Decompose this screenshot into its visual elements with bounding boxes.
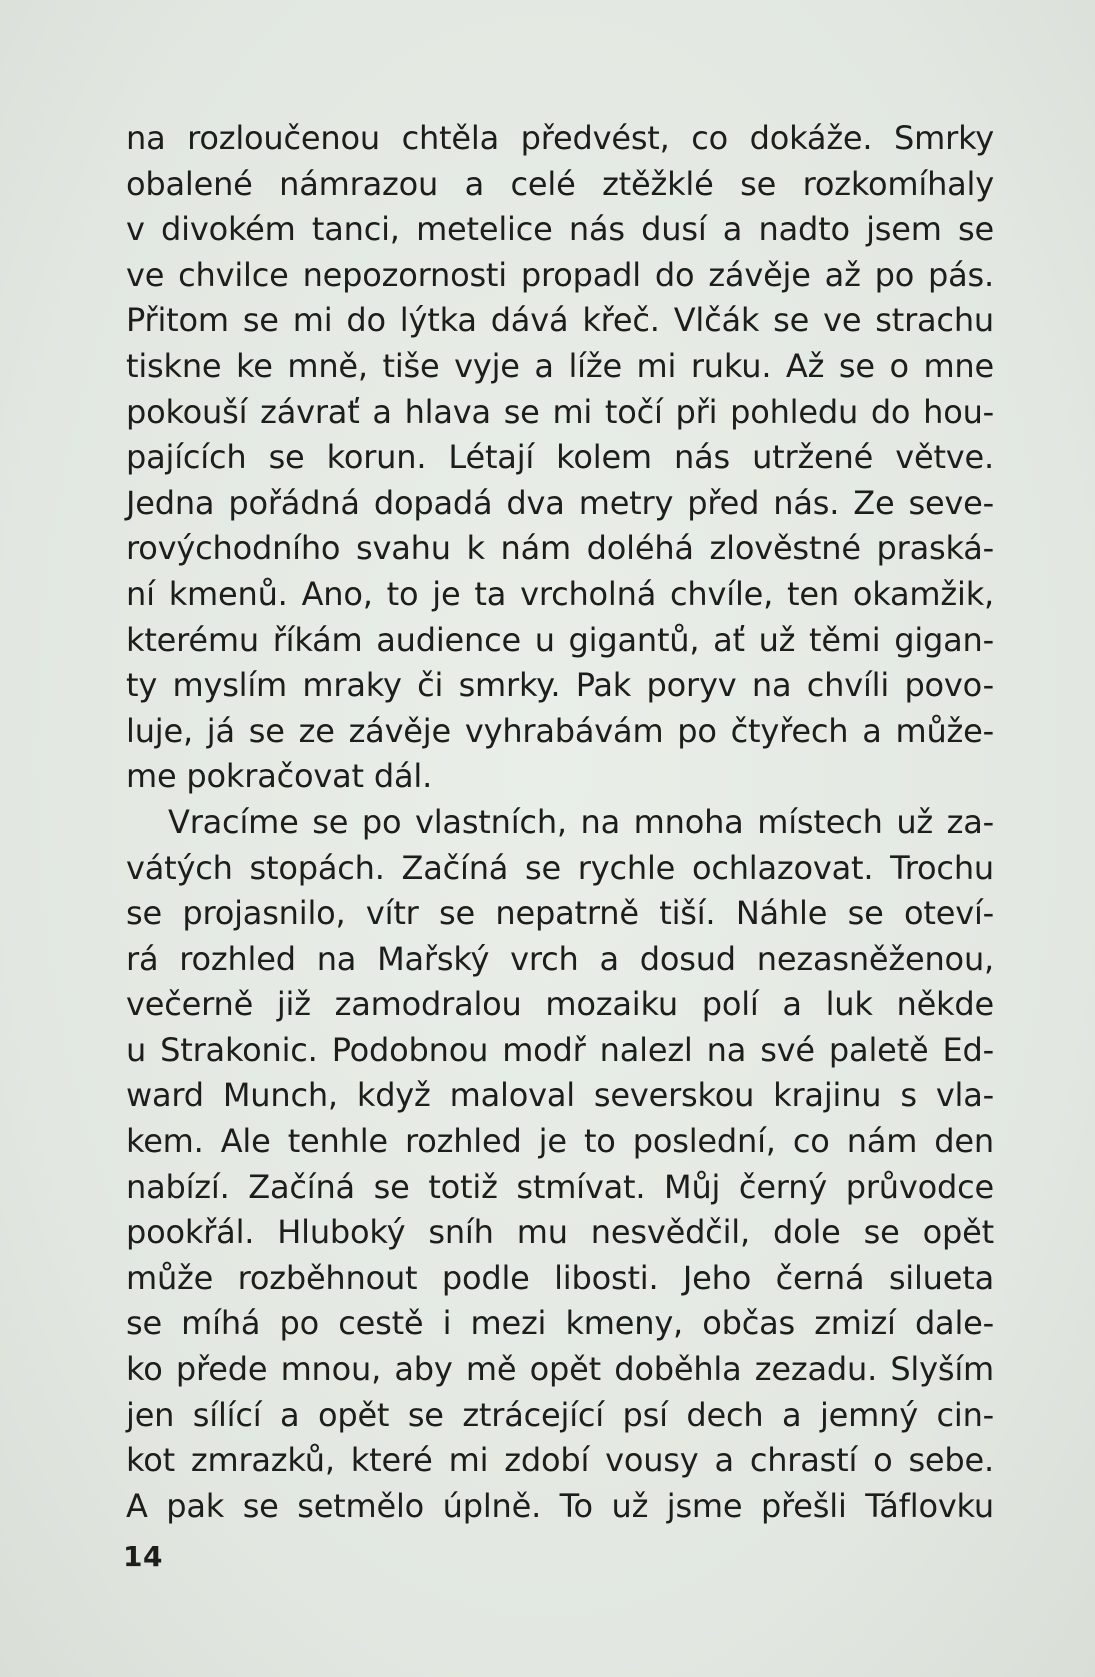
text-line: může rozběhnout podle libosti. Jeho černá silueta — [126, 1258, 994, 1297]
text-line: obalené námrazou a celé ztěžklé se rozkomíhaly — [126, 164, 994, 203]
text-line: jen sílící a opět se ztrácející psí dech a jemný cin- — [126, 1395, 994, 1434]
text-line: Jedna pořádná dopadá dva metry před nás. Ze seve- — [126, 483, 994, 522]
text-line: u Strakonic. Podobnou modř nalezl na své paletě Ed- — [126, 1030, 994, 1069]
text-line: se míhá po cestě i mezi kmeny, občas zmizí dale- — [126, 1304, 994, 1343]
paragraph-2 — [126, 800, 994, 1530]
text-line: se projasnilo, vítr se nepatrně tiší. Náhle se oteví- — [126, 894, 994, 933]
text-line: ko přede mnou, aby mě opět doběhla zezadu. Slyším — [126, 1350, 994, 1389]
text-line: tiskne ke mně, tiše vyje a líže mi ruku. Až se o mne — [126, 346, 994, 385]
text-line: ve chvilce nepozornosti propadl do závěje až po pás. — [126, 255, 994, 294]
text-line: v divokém tanci, metelice nás dusí a nadto jsem se — [126, 210, 994, 249]
text-line: rá rozhled na Mařský vrch a dosud nezasněženou, — [126, 939, 994, 978]
text-line: ward Munch, když maloval severskou krajinu s vla- — [126, 1076, 994, 1115]
text-line: A pak se setmělo úplně. To už jsme přešli Táflovku — [126, 1486, 994, 1525]
page-number: 14 — [123, 1540, 163, 1573]
paragraph-1 — [126, 116, 994, 800]
text-line: rovýchodního svahu k nám doléhá zlověstné praská- — [126, 529, 994, 568]
text-line: vátých stopách. Začíná se rychle ochlazovat. Trochu — [126, 848, 994, 887]
text-line: kterému říkám audience u gigantů, ať už těmi gigan- — [126, 620, 994, 659]
body-text — [126, 116, 994, 1529]
text-line: kem. Ale tenhle rozhled je to poslední, co nám den — [126, 1122, 994, 1161]
text-line: večerně již zamodralou mozaiku polí a luk někde — [126, 985, 994, 1024]
text-line: na rozloučenou chtěla předvést, co dokáže. Smrky — [126, 119, 994, 157]
text-line: luje, já se ze závěje vyhrabávám po čtyřech a může- — [126, 711, 994, 750]
text-line: pokouší závrať a hlava se mi točí při pohledu do hou- — [126, 392, 994, 431]
text-line: ní kmenů. Ano, to je ta vrcholná chvíle, ten okamžik, — [126, 574, 994, 613]
text-line: me pokračovat dál. — [126, 757, 433, 796]
text-line: kot zmrazků, které mi zdobí vousy a chrastí o sebe. — [126, 1441, 994, 1480]
text-line: Přitom se mi do lýtka dává křeč. Vlčák se ve strachu — [126, 301, 994, 340]
text-line: ty myslím mraky či smrky. Pak poryv na chvíli povo- — [126, 666, 994, 705]
text-line: pookřál. Hluboký sníh mu nesvědčil, dole se opět — [126, 1213, 994, 1252]
text-line: Vracíme se po vlastních, na mnoha místech už za- — [168, 802, 994, 841]
text-line: nabízí. Začíná se totiž stmívat. Můj černý průvodce — [126, 1167, 994, 1206]
text-line: pajících se korun. Létají kolem nás utržené větve. — [126, 438, 994, 477]
